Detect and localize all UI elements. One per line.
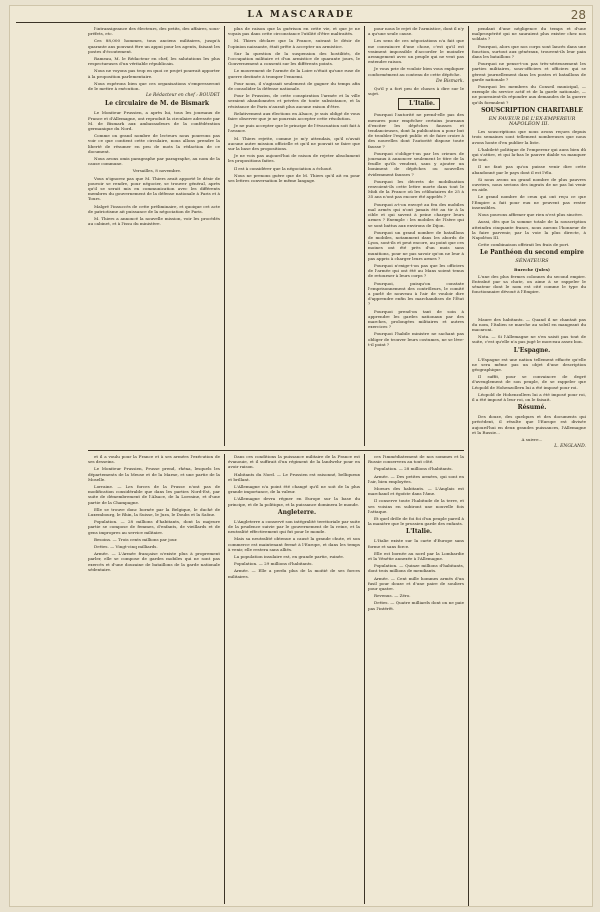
paragraph: Cette combinaison offrirait les frais de port. [478, 242, 570, 248]
paragraph: Il suffit, pour se convaincre de degré d'aveuglement de son peuple, de se rappeler que Léopold de Hohenzollern lui a été imposé pour roi. [472, 374, 586, 390]
signature: Le Rédacteur en chef : BOUDET [145, 93, 220, 99]
paragraph: Pour nous, il s'agissait seulement de gagner du temps afin de consolider la défense nationale. [228, 80, 360, 92]
paragraph: Je ne puis accepter que le principe de l'évacuation soit fait à l'avance. [228, 123, 360, 134]
paragraph: Pourquoi a-t-on envoyé au feu des mobiles mal armés qui n'ont jamais été au tir à la cible et qui savent à peine charger leurs armes ? Exemple : les mobiles de l'Isère qui se sont battus aux environs de Dijon. [368, 201, 464, 228]
paragraph: Habitants du Nord. — Le Prussien est raisonné, belliqueux et brillant. [228, 471, 360, 482]
senator-name: Bureche (Jules) [514, 266, 550, 272]
dateline: Versailles, 8 novembre. [132, 168, 182, 174]
section-subheading: SÉNATEURS [515, 258, 549, 265]
paragraph: Armée. — Cent mille hommes armés d'un fusil pour douze et d'une paire de souliers pour quatre. [368, 575, 464, 592]
paragraph: Si nous avons un grand nombre de plus pauvres ouvriers, nous serions des ingrats de ne pas lui venir en aide. [472, 176, 586, 193]
paragraph: L'une des plus fermes colonnes du second empire. Entraîné par sa chute, on aime à se rappeler le sénateur dont le nom est cité comme le type du fonctionnaire dévoué à l'Empire. [472, 273, 586, 295]
paragraph: pour nous le rejet de l'armistice, dont il n'y a qu'une seule cause. [368, 26, 464, 37]
paragraph: Revenus. — Zéro. [374, 593, 411, 599]
paragraph: Qu'il y a fort peu de choses à dire sur le sujet. [368, 86, 464, 97]
paragraph: L'Angleterre a conservé son intégralité territoriale par suite de la prudence suivie par le gouvernement de la reine, et la neutralité effectivement qui fut pour le monde. [228, 518, 360, 535]
paragraph: Pourquoi, puisqu'on constate l'emprisonnement des contrôleurs, le comité a parlé de nouveau à l'air de vouloir dire d'apprendre enfin les marchandises de l'État ? [368, 280, 464, 307]
paragraph: Relativement aux élections en Alsace, je suis obligé de vous faire observer que je ne pourrais accepter cette résolution. [228, 110, 360, 122]
column-divider [224, 454, 225, 904]
paragraph: L'Espagne est une nation tellement effacée qu'elle ne sera même pas un objet d'une description géographique. [472, 356, 586, 372]
newspaper-page [10, 6, 592, 906]
paragraph: Le mouvement de l'armée de la Loire n'était qu'une ruse de guerre destinée à tromper l'ennemi. [228, 68, 360, 79]
paragraph: Besoins. — Trois cents millions par jour. [94, 536, 178, 542]
paragraph: La population insulaire est, en grande partie, ruinée. [234, 554, 345, 560]
column-3-bottom [368, 454, 464, 904]
section-heading: L'Italie. [406, 528, 432, 536]
column-divider [364, 26, 365, 446]
paragraph: Moeurs des habitants. — L'Anglais est marchand et égoïste dans l'âme. [368, 486, 464, 497]
paragraph: Sur la question de la suspension des hostilités, de l'occupation militaire et d'un armistice de quarante jours, le Gouvernement a consenti sur les différents points. [228, 50, 360, 67]
section-heading: L'Italie. [398, 98, 440, 110]
paragraph: ces l'immédiatement de nos sommes et la Russie conservera au tout côté. [368, 454, 464, 465]
continued-note: A suivre... [521, 436, 543, 442]
section-rule [88, 450, 464, 451]
paragraph: Armée. — Elle a perdu plus de la moitié de ses forces militaires. [228, 568, 360, 579]
paragraph: Nous ne prenons guère que de M. Thiers qu'il ait eu pour ses lettres conversation le même langage. [228, 172, 360, 184]
paragraph: Nous avons omis paragraphe par paragraphe, au nom de la cause commune. [88, 156, 220, 167]
paragraph: Pourquoi un grand nombre de bataillons de mobiles, notamment dans les abords de Lyon, sont-ils et peut encore, au point que ces moines ont été près d'un mois sans munitions, pour ne pas savoir qu'on ne leur à pas appris à charger leurs armes ? [368, 229, 464, 261]
paragraph: Il conserve toute l'habitude de la terre, et ses voisins en subiront une nouvelle fois l'attaque. [368, 498, 464, 514]
paragraph: Les sens de ces négociations n'a fait que me convaincre d'une chose, c'est qu'il est vraiment impossible d'accorder le moindre arrangement avec un peuple qui ne veut pas entendre raison. [368, 38, 464, 65]
paragraph: Je ne vois pas aujourd'hui de raison de rejeter absolument les propositions faites. [228, 153, 360, 164]
paragraph: Nous pouvons affirmer que rien n'est plus sincère. [478, 212, 584, 218]
paragraph: Le Moniteur Prussien, a après lui, tous les journaux de France et d'Allemagne, ont reproduit la circulaire adressée par M. de Bismark aux ambassadeurs de la confédération germanique du Nord. [88, 110, 220, 132]
paragraph: Je vous prie de vouloir bien vous expliquer conformément au contenu de cette dépêche. [368, 66, 464, 77]
paragraph: Pourquoi n'exige-t-on pas que les officiers de l'armée qui ont été au Mans soient tenus de retourner à leurs corps ? [368, 262, 464, 279]
paragraph: Pourquoi prend-on tant de soin à apprendre les gardes nationaux par des marches, prolongées militaires et autres exercices ? [368, 308, 464, 330]
column-3-top [368, 26, 464, 446]
paragraph: Maure des habitants. — Quand il ne chantait pas du nom, l'Italien se marche au soleil en mangeant du macaroni. [472, 316, 586, 332]
paragraph: Et quel drôle de foi foi d'un peuple pareil à la manière que le prussien garde des enfants. [368, 516, 464, 527]
paragraph: M. Thiers déclare que la France, suivant le désir de l'opinion naissante, était prête à accepter un armistice. [228, 38, 360, 49]
paragraph: Léopold de Hohenzollern lui a été imposé pour roi, il a été imposé à leur roi, on le faisait. [472, 391, 586, 402]
paragraph: Des douze, des quelques et des documents qui précèdent, il résulte que l'Europe est divisée aujourd'hui en deux grandes puissances, l'Allemagne et la Russie... [472, 414, 586, 435]
paragraph: L'habileté politique de l'empereur qui aura bien dû qui s'attire, et qui la-bas le pauvre diable va manquer de tout. [472, 146, 586, 163]
paragraph: plus de raison que la guérison en cette vie, et que je ne voyais pas dans cette circonstance l'utilité d'être maltraités. [228, 26, 360, 37]
paragraph: Pourquoi, alors que nos corps sont lancés dans une fonction, surtout aux généraux, trouvent-ils leur pain dans les bataillons ? [472, 43, 586, 60]
paragraph: Pourquoi les décrets de mobilisation renvoient-ils cette lettre morte dans tout le Midi de la France où les célibataires de 25 à 35 ans n'ont pas encore été appelés ? [368, 178, 464, 200]
column-2-bottom [228, 454, 360, 904]
masthead: LA MASCARADE [247, 10, 355, 20]
signature: L. ENGLAND. [554, 444, 586, 450]
column-4 [472, 26, 586, 906]
paragraph: Nota. — Si l'Allemagne ne s'en saisit pas tout de suite, c'est qu'elle n'a pas jugé le morceau assez bon. [472, 334, 586, 345]
paragraph: Population. — 29 millions d'habitants. [234, 561, 313, 567]
paragraph: Nous ne voyons pas trop en quoi ce projet pourrait apporter à la proposition parlementaire. [88, 68, 220, 79]
paragraph: Vous n'ignorez pas que M. Thiers avait apporté le désir de pouvoir se rendre, pour négocier, se trouver général, après qu'il se serait mis en communication avec les différents membres du gouvernement de la défense nationale à Paris et à Tours. [88, 175, 220, 202]
paragraph: Pour le Prussien, de cette conspiration l'armée et la ville seraient abandonnées et privées de toute subsistance, et la résistance de Paris n'aurait plus aucune raison d'être. [228, 93, 360, 109]
section-heading: L'Espagne. [513, 346, 551, 354]
paragraph: Pourquoi ne pense-t-on pas très-sérieusement les parties militaires, sous-officiers et officiers qui se gèrent journellement dans les postes et bataillons de garde nationale ? [472, 61, 586, 82]
paragraph: Comme on grand nombre de lecteurs nous pourrons pas voir ce que contient cette circulaire, nous allons prendre la liberté de résumer en peu de mots la rédaction de ce document. [88, 133, 220, 154]
column-1-bottom [88, 454, 220, 904]
paragraph: Pourquoi l'autorité ne prend-elle pas des mesures pour empêcher certains journaux d'exciter les dépêches fausses et tendancieuses, dont la publication a pour but de troubler l'esprit public et de faire croire à des nouvelles dont l'autorité dispose toute fausse ? [368, 112, 464, 149]
paragraph: Dettes. — Vingt-cinq milliards. [94, 544, 158, 550]
paragraph: Population. — 28 millions d'habitants. [374, 466, 453, 472]
section-heading: Résumé. [517, 404, 547, 412]
page-number: 28 [570, 8, 586, 22]
section-heading: Le circulaire de M. de Bismark [104, 100, 210, 108]
paragraph: pendant d'une négligence du temps et d'une malprospérité qui ne sauraient plus exister chez nos soldats ? [472, 26, 586, 42]
paragraph: M. Thiers a annoncé la nouvelle mission, voir les procédés au cabinet, et à l'issu du ministère. [88, 216, 220, 227]
paragraph: et il a voulu pour la France et à ses armées l'exécution de ses desseins. [88, 454, 220, 465]
paragraph: Elle est bornée au nord par la Lombardie et la Vénétie annexée à l'Allemagne. [368, 550, 464, 562]
paragraph: Le Moniteur Prussien, Prusse prend, rhéna, lesquels les départements de la Meuse et de la Marne, et une partie de la Moselle. [88, 466, 220, 482]
column-divider [364, 454, 365, 904]
section-heading: SOUSCRIPTION CHARITABLE [481, 106, 583, 114]
paragraph: L'Italie existe sur la carte d'Europe sans forme et sans force. [368, 538, 464, 549]
column-divider [468, 26, 469, 906]
paragraph: L'Allemagne devra régner en Europe sur la base du principe, et de la politique, et la puissance dominera le monde. [228, 496, 360, 507]
paragraph: Rameau, M. le Rédacteur en chef, les salutations les plus respectueuses d'un véritable républicain. [88, 56, 220, 67]
column-2-top [228, 26, 360, 446]
paragraph: Mais sa neutralité obtenue a causé la grande chute, et son commerce est maintenant fermé à l'Europe, et dans les temps à venir, elle restera sans alliés. [228, 536, 360, 552]
paragraph: Pourquoi les membres du Conseil municipal, — exemple du service actif et de la garde nationale, — ne pourraient-ils répondre aux demandes de la guerre qu'ils formulent ? [472, 84, 586, 105]
paragraph: L'Allemagne n'a point été changé qu'il ne soit de la plus grande importance, de la valeur. [228, 484, 360, 495]
paragraph: Le grand nombre de ceux qui ont reçu ce que l'Empire a fait pour eux ne peuvent pas rester insensibles. [472, 194, 586, 210]
paragraph: Les souscriptions que nous avons reçues depuis trois semaines sont tellement nombreuses que nous avons honte d'en publier la liste. [472, 129, 586, 145]
section-heading: Angleterre. [277, 508, 317, 516]
signature: De Bismark. [435, 78, 464, 84]
paragraph: Ces 88,000 hommes, tous anciens militaires, jusqu'à quarante ans pouvant être un appui pour les agents, faisant les postes d'écoutement. [88, 38, 220, 54]
column-divider [224, 26, 225, 446]
section-heading: Le Panthéon du second empire [480, 249, 584, 257]
paragraph: Nous espérons bien que ces organisations s'empresseront de le mettre à exécution. [88, 80, 220, 92]
paragraph: Population. — Quinze millions d'habitants, dont trois millions de mendiants. [368, 563, 464, 574]
paragraph: Dettes. — Quatre milliards dont on ne paie pas l'intérêt. [368, 600, 464, 611]
paragraph: Pourquoi l'habile ministre ne sachant pas obliger de trouver leurs costumes, ne se lève-t-il point ? [368, 331, 464, 347]
paragraph: Armée. — Des petites armées, qui sont en l'air, bien employées. [368, 473, 464, 484]
column-1-top [88, 26, 220, 446]
masthead-rule [16, 22, 586, 23]
paragraph: Il est à considérer que la négociation a échoué. [234, 165, 333, 171]
paragraph: Dans ces conditions la puissance militaire de la France est évanouie, et il suffirait d'un régiment de la landwehr pour en avoir raison. [228, 454, 360, 470]
paragraph: Il ne faut pas qu'on puisse venir dire cette abandonné par le pays dont il est l'élu. [472, 164, 586, 175]
paragraph: Elle se trouve donc bornée par la Belgique, le duché de Luxembourg, le Rhin, la Suisse, le Jura, le Doubs et la Saône. [88, 506, 220, 518]
paragraph: Aussi, dès que la somme totale de la souscription atteindra cinquante francs, nous aurons l'honneur de la faire parvenir, par la voie la plus directe, à Napoléon III. [472, 219, 586, 240]
paragraph: Armée. — L'Armée française n'existe plus à proprement parler, elle se compose de gardes mobiles qui ne sont pas exercés et d'une douzaine de bataillons de la garde nationale sédentaire. [88, 551, 220, 572]
paragraph: Lorraine. — Les forces de la Prusse n'ont pas de modification considérable que dans les parties Nord-Est, par suite de démembrement de l'Alsace, de la Lorraine, et d'une partie de la Champagne. [88, 484, 220, 505]
paragraph: Pourquoi s'oblige-t-on par les crieurs de journaux à annoncer seulement le titre de la feuille qu'ils vendent, sans y ajouter un boniment de dépêches ou nouvelles évidemment fausses ? [368, 150, 464, 177]
paragraph: M. Thiers rejette, comme je m'y attendais, qu'il n'avait aucune autre mission officielle et qu'il ne pouvait se faire que sur la base des propositions. [228, 135, 360, 152]
paragraph: l'intransigeance des électeurs, des petits, des affaires, sous-préfets, etc. [88, 26, 220, 37]
paragraph: Malgré l'insuccès de cette préliminaire, et quoique cet acte de patriotisme ait puissance de la négociation de Paris. [88, 203, 220, 214]
section-subheading: EN FAVEUR DE L'EX-EMPEREUR NAPOLÉON III. [488, 115, 576, 128]
paragraph: Population. — 28 millions d'habitants, dont la majeure partie se compose de femmes, d'enfants, de vieillards et de gens impropres au service militaire. [88, 519, 220, 535]
